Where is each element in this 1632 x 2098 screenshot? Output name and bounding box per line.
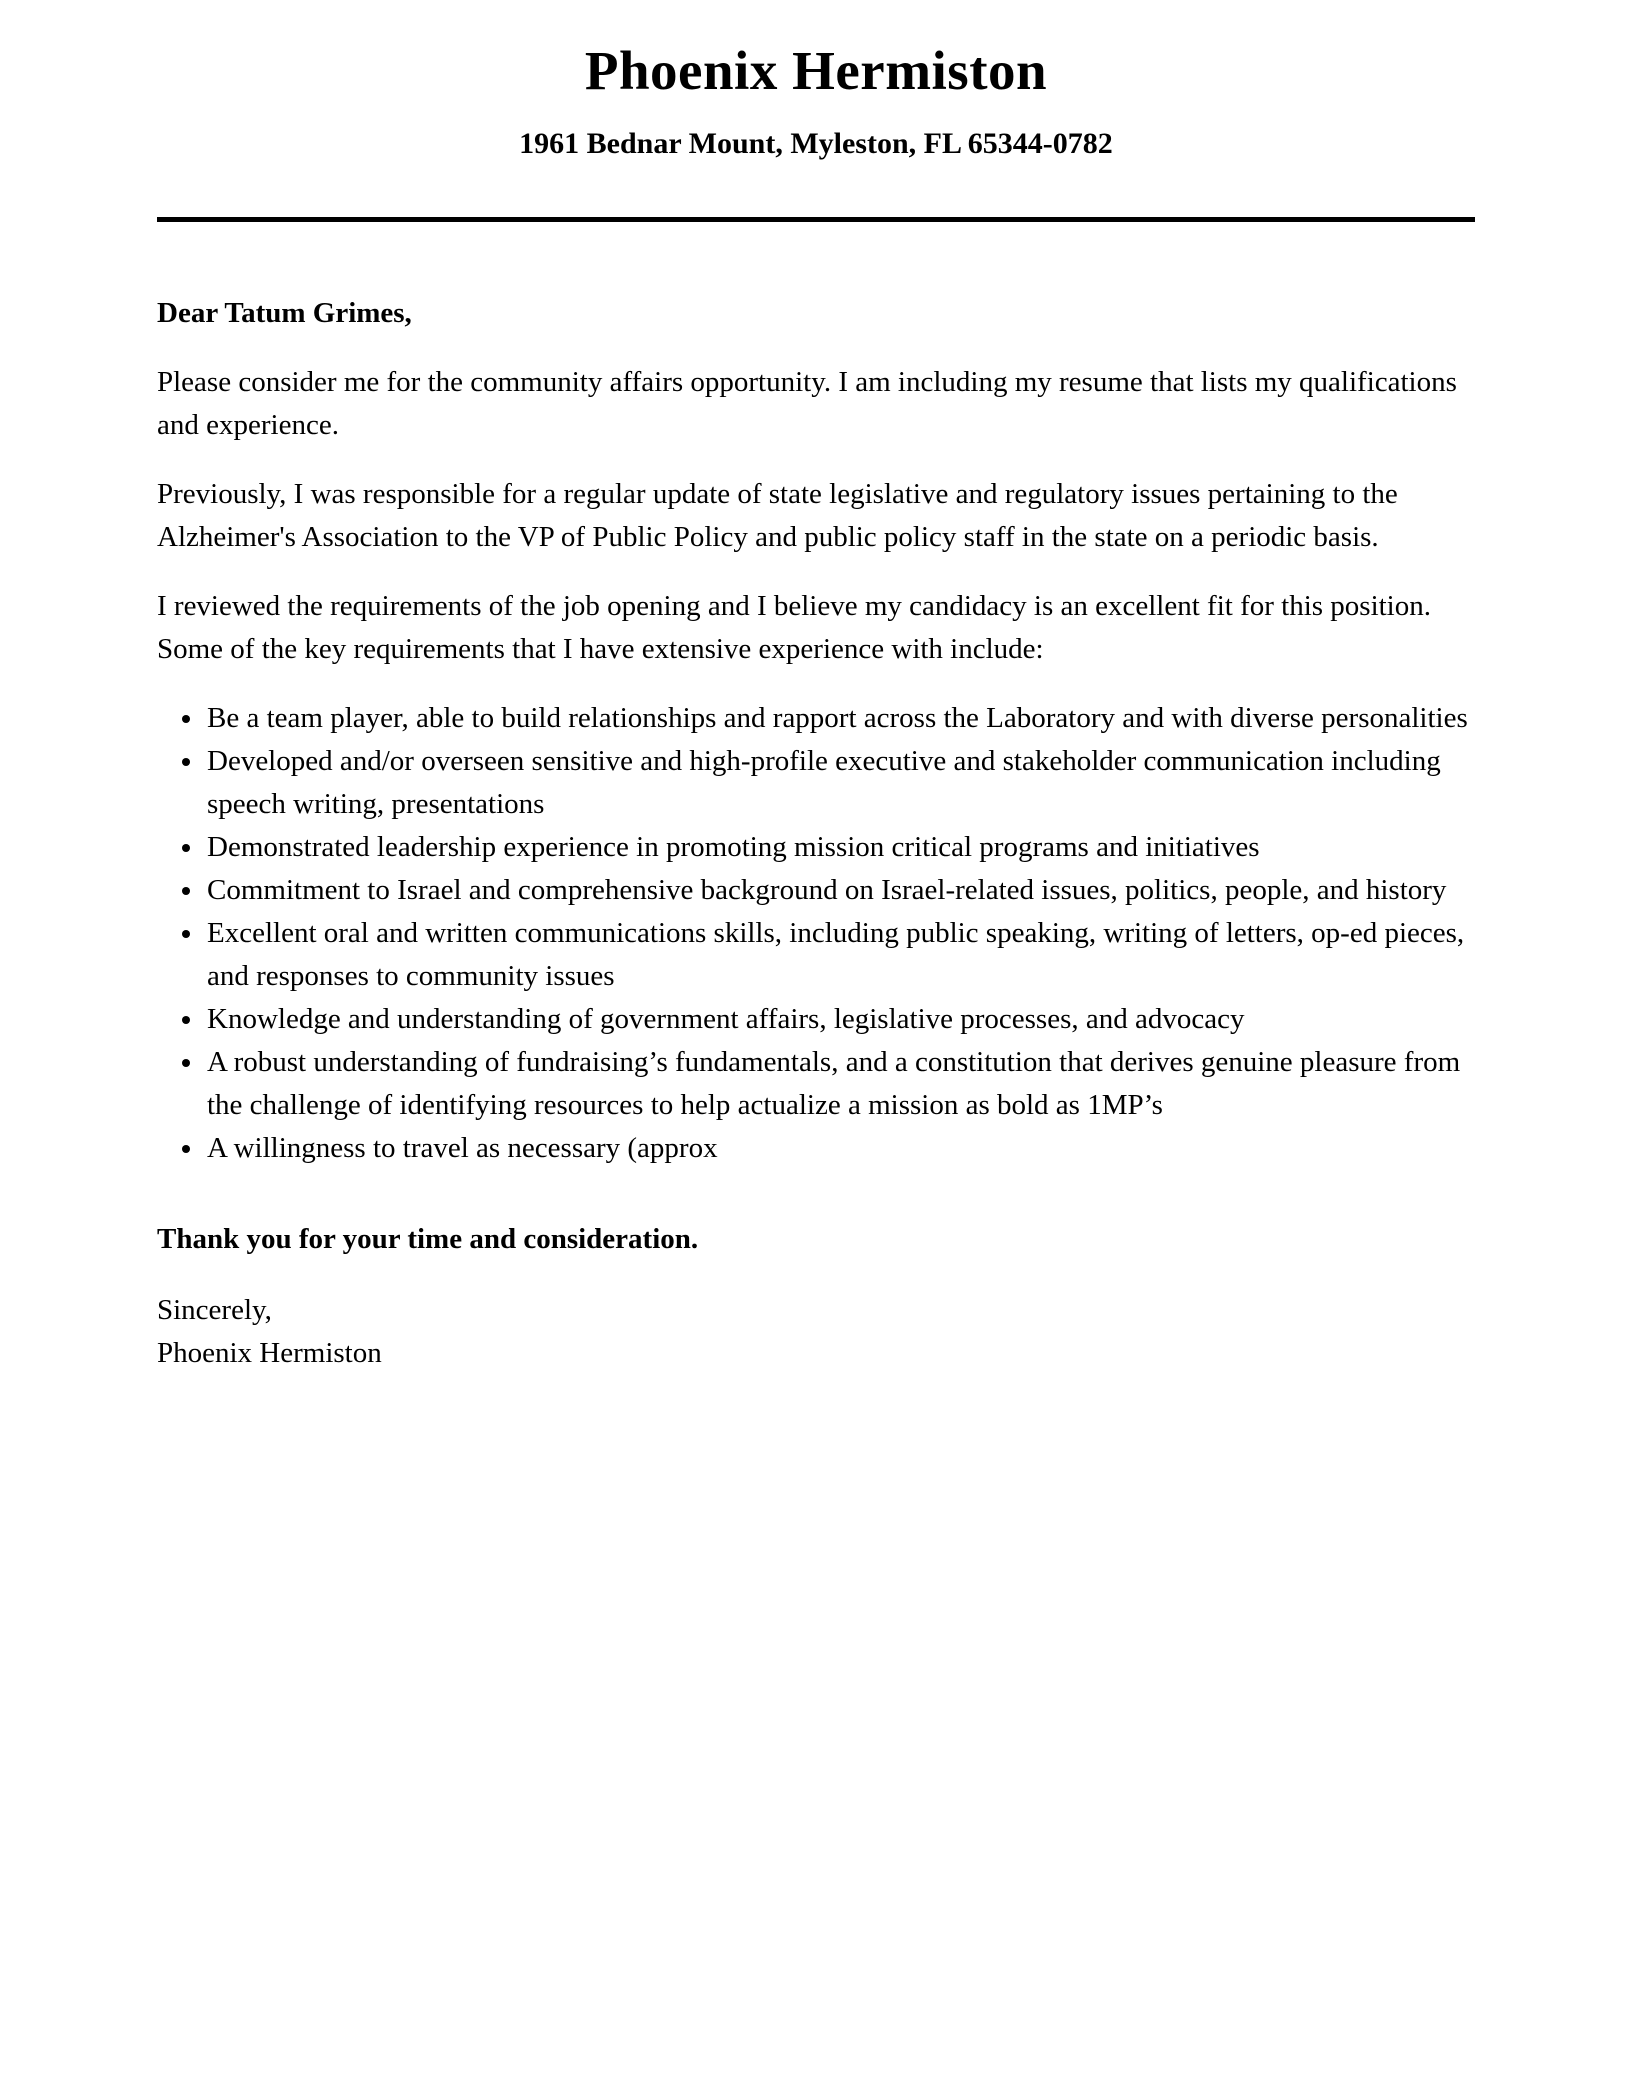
paragraph-intro: Please consider me for the community affairs opportunity. I am including my resume that lists my qualifications and experience. (157, 366, 1457, 441)
salutation: Dear Tatum Grimes, (157, 297, 412, 329)
requirement-item: • A willingness to travel as necessary (approx (205, 1127, 1475, 1170)
requirement-item: • Commitment to Israel and comprehensive background on Israel-related issues, politics, people, and history (205, 869, 1475, 912)
closing-thanks: Thank you for your time and consideration. (157, 1223, 699, 1255)
requirement-item: • Developed and/or overseen sensitive and high-profile executive and stakeholder communication including speech writing, presentations (205, 740, 1475, 826)
paragraph-requirements-intro: I reviewed the requirements of the job opening and I believe my candidacy is an excellent fit for this position. Some of the key requirements that I have extensive experience with include: (157, 590, 1431, 665)
sender-address: 1961 Bednar Mount, Myleston, FL 65344-0782 (519, 127, 1113, 160)
header-divider (157, 217, 1475, 222)
signoff-block (157, 1289, 1475, 1375)
requirement-item: • Excellent oral and written communications skills, including public speaking, writing of letters, op-ed pieces, and responses to community issues (205, 912, 1475, 998)
signoff-word: Sincerely, (157, 1294, 272, 1326)
requirement-item: • Demonstrated leadership experience in promoting mission critical programs and initiatives (205, 826, 1475, 869)
letter-header (157, 38, 1475, 222)
requirement-item: • Be a team player, able to build relationships and rapport across the Laboratory and with diverse personalities (205, 697, 1475, 740)
requirement-item: • Knowledge and understanding of government affairs, legislative processes, and advocacy (205, 998, 1475, 1041)
signature-name: Phoenix Hermiston (157, 1337, 382, 1369)
requirement-item: • A robust understanding of fundraising’s fundamentals, and a constitution that derives genuine pleasure from the challenge of identifying resources to help actualize a mission as bold as 1MP’s (205, 1041, 1475, 1127)
letter-body (157, 292, 1475, 1375)
requirements-list (157, 697, 1475, 1170)
paragraph-previous-role: Previously, I was responsible for a regular update of state legislative and regulatory issues pertaining to the Alzheimer's Association to the VP of Public Policy and public policy staff in the state on a periodic basis. (157, 478, 1398, 553)
sender-name: Phoenix Hermiston (584, 40, 1048, 101)
